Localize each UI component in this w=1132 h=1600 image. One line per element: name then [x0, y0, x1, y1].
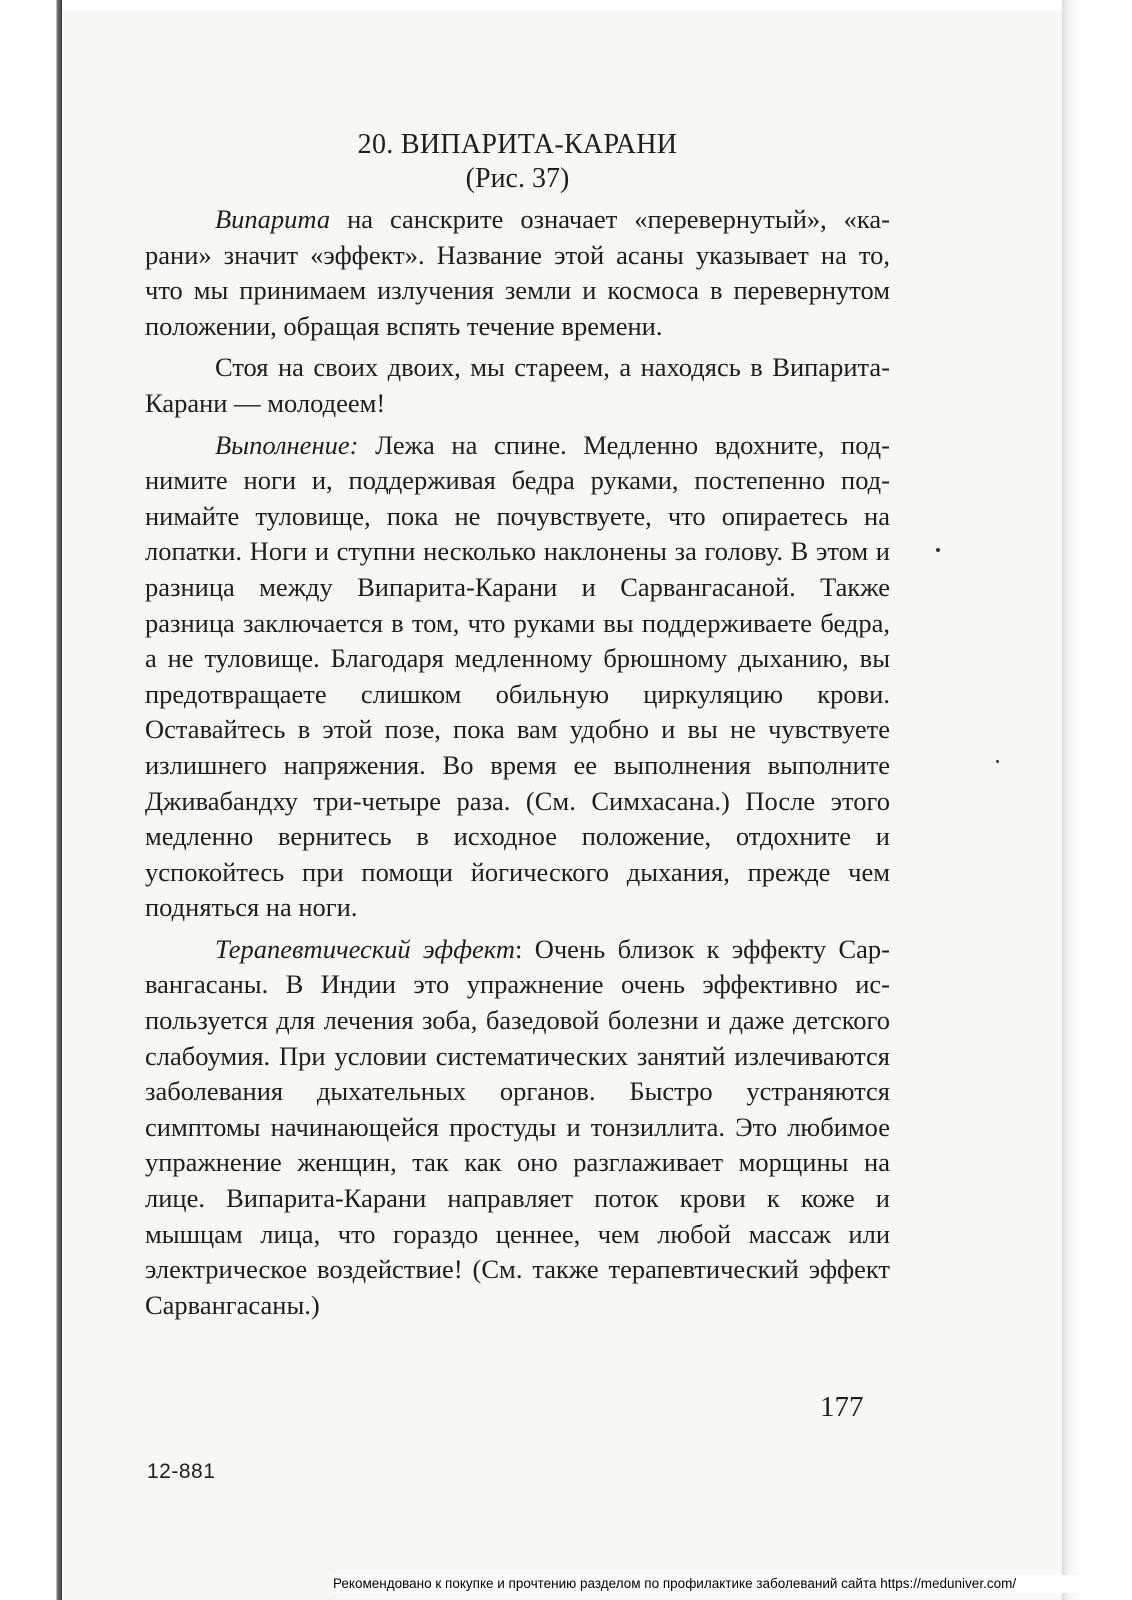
print-speck: [936, 548, 940, 552]
site-recommendation-footer: Рекомендовано к покупке и прочтению разделом по профилактике заболеваний сайта https://meduniver.com/: [333, 1575, 1093, 1593]
paragraph-execution: [145, 428, 890, 926]
scanner-edge-right: [1062, 0, 1132, 1600]
scanner-edge-left: [0, 0, 62, 1600]
print-speck: [996, 760, 999, 763]
paragraph-therapeutic-effect: [145, 932, 890, 1324]
page-body: [145, 128, 890, 1329]
paragraph-text: : Очень близок к эффекту Сарвангасаны. В Индии это упражнение очень эффективно используется для лечения зоба, базедовой болезни и даже детского слабоумия. При условии систематических занятий излечиваются заболевания дыхательных органов. Быстро устраняются симптомы начинающейся простуды и тонзиллита. Это любимое упражнение женщин, так как оно разглаживает морщины на лице. Випарита-Карани направляет поток крови к коже и мышцам лица, что гораздо ценнее, чем любой массаж или электрическое воздействие! (См. также терапевтический эффект Сарвангасаны.): [145, 933, 890, 1320]
figure-reference: (Рис. 37): [465, 163, 570, 194]
paragraph-lead: Випарита: [215, 204, 331, 234]
paragraph-lead: Выполнение:: [215, 429, 359, 460]
paragraph-saying: [145, 350, 890, 421]
page-number: 177: [820, 1391, 864, 1423]
paragraph-text: Лежа на спине. Медленно вдохните, поднимите ноги и, поддерживая бедра руками, постепенно поднимайте туловище, пока не почувствуете, что опираетесь на лопатки. Ноги и ступни несколько наклонены за голову. В этом и разница между Випарита-Карани и Сарвангасаной. Также разница заключается в том, что руками вы поддерживаете бедра, а не туловище. Благодаря медленному брюшному дыханию, вы предотвращаете слишком обильную циркуляцию крови. Оставайтесь в этой позе, пока вам удобно и вы не чувствуете излишнего напряжения. Во время ее выполнения выполните Дживабандху три-четыре раза. (См. Симхасана.) После этого медленно вернитесь в исходное положение, отдохните и успокойтесь при помощи йогического дыхания, прежде чем подняться на ноги.: [145, 429, 890, 923]
printer-signature-mark: 12-881: [147, 1460, 216, 1483]
paragraph-lead: Терапевтический эффект: [215, 933, 515, 964]
paragraph-text: Стоя на своих двоих, мы стареем, а находясь в Випарита-Карани — молодеем!: [145, 352, 890, 418]
section-title: 20. ВИПАРИТА-КАРАНИ: [357, 129, 678, 160]
paragraph-text: на санскрите означает «перевернутый», «карани» значит «эффект». Название этой асаны указывает на то, что мы принимаем излучения земли и космоса в перевернутом положении, обращая вспять течение времени.: [145, 204, 890, 341]
paragraph-intro: [145, 202, 890, 344]
